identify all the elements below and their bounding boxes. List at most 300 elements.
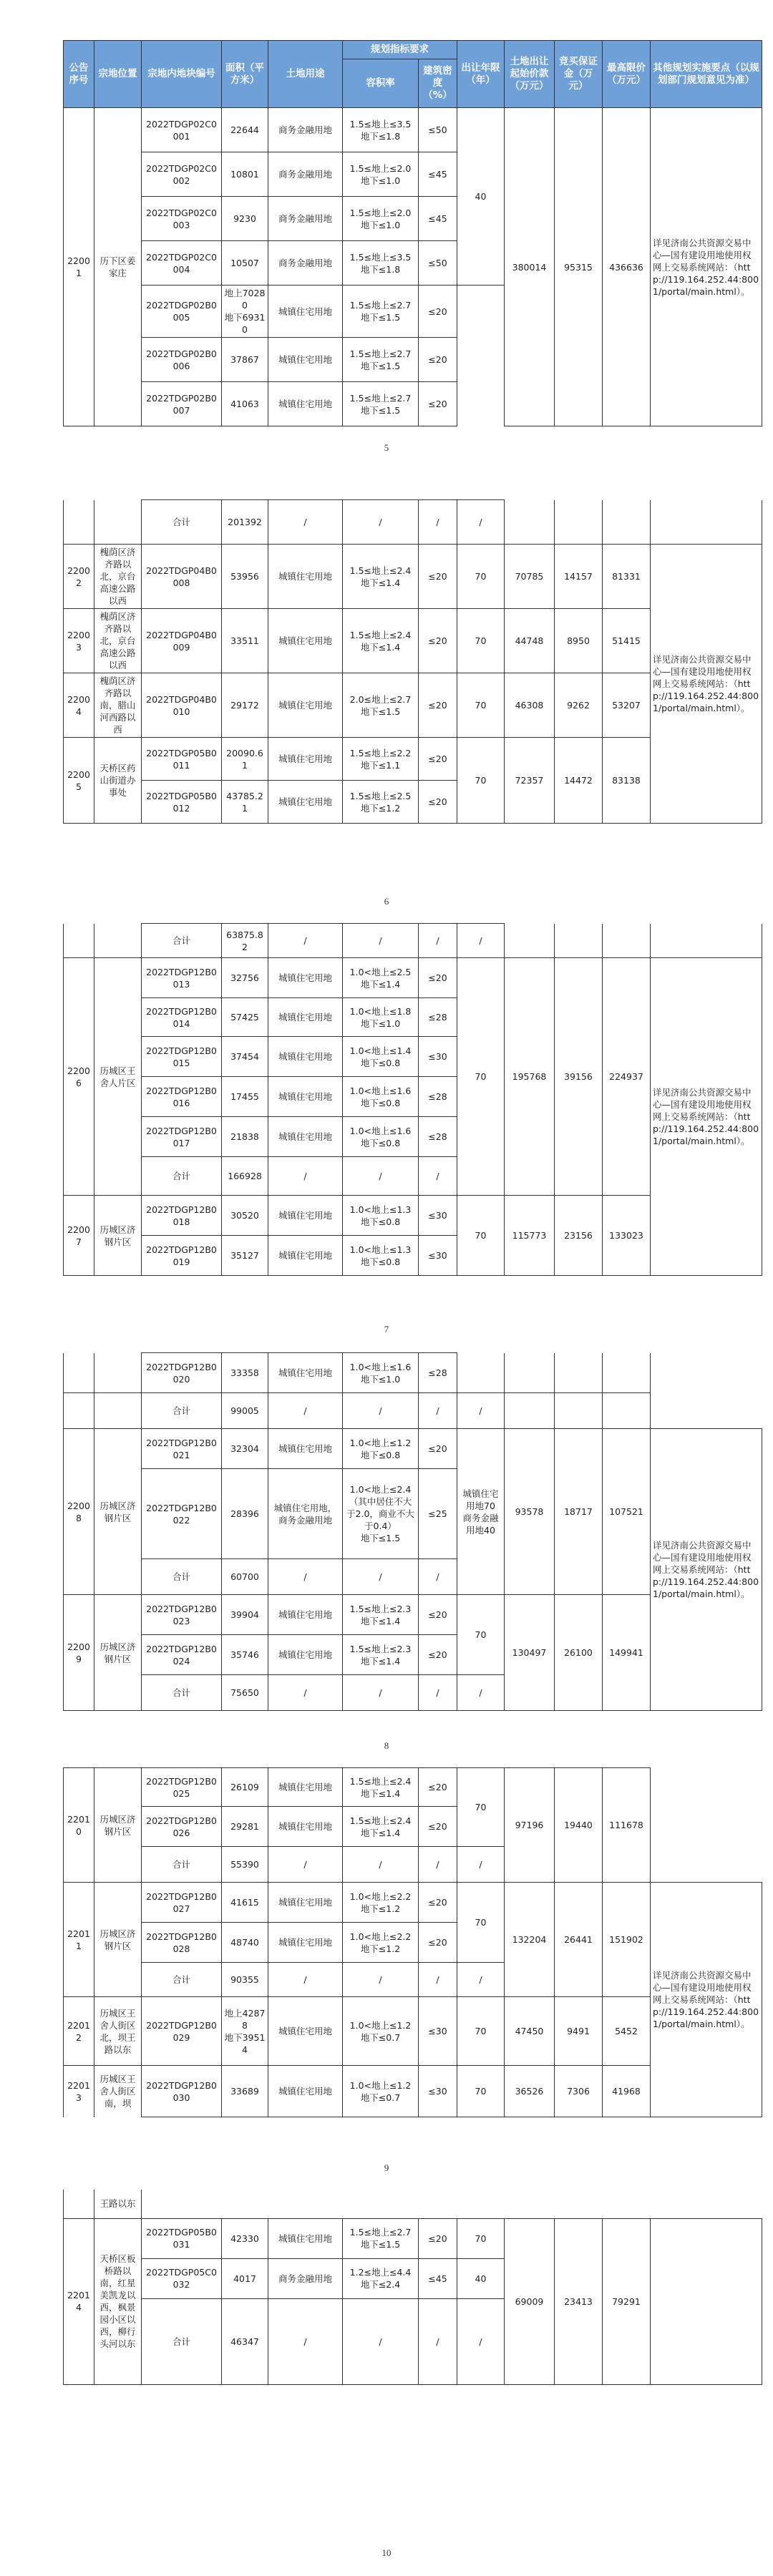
plot-location: 历下区姜家庄 [94,108,142,426]
total-area: 99005 [222,1393,268,1429]
plot-far: 1.0<地上≤1.3 地下≤0.8 [343,1196,419,1236]
plot-max-price: 81331 [603,545,651,609]
plot-max-price: 107521 [603,1429,651,1595]
plot-use: 城镇住宅用地 [268,1353,343,1393]
cont-cell [603,924,651,958]
plot-location: 槐荫区济齐路以南，腊山河西路以西 [94,673,142,738]
plot-area: 37867 [222,338,268,382]
cont-cell [64,2190,94,2218]
slash: / [268,1157,343,1196]
plot-start-price: 36526 [505,2066,555,2117]
plot-max-price: 79291 [603,2218,651,2384]
plot-density: ≤20 [419,673,457,738]
plot-code: 2022TDGP02B0007 [142,382,222,426]
slash: / [268,1675,343,1711]
land-table-page-6 [63,2190,762,2385]
plot-code: 2022TDGP12B0018 [142,1196,222,1236]
cont-cell [555,924,603,958]
plot-density: ≤45 [419,197,457,241]
header-deposit: 竞买保证金（万元） [555,41,603,108]
plot-deposit: 18717 [555,1429,603,1595]
plot-deposit: 26441 [555,1883,603,1997]
plot-start-price: 70785 [505,545,555,609]
plot-far: 1.0<地上≤1.2 地下≤0.7 [343,2066,419,2117]
total-label: 合计 [142,924,222,958]
plot-location: 槐荫区济齐路以北，京台高速公路以西 [94,609,142,673]
plot-density: ≤45 [419,152,457,197]
total-label: 合计 [142,500,222,545]
slash: / [268,1559,343,1595]
header-location: 宗地位置 [94,41,142,108]
plot-code: 2022TDGP04B0008 [142,545,222,609]
plot-code: 2022TDGP05B0031 [142,2218,222,2258]
plot-use: 城镇住宅用地 [268,1997,343,2066]
plot-use: 城镇住宅用地 [268,1196,343,1236]
plot-far: 1.5≤地上≤2.3 地下≤1.4 [343,1635,419,1675]
total-area: 55390 [222,1847,268,1883]
total-area: 63875.82 [222,924,268,958]
land-table-page-1 [63,40,762,426]
plot-max-price: 41968 [603,2066,651,2117]
plot-term: 70 [457,1883,505,1963]
plot-term: 70 [457,1595,505,1675]
slash: / [268,1963,343,1997]
plot-density: ≤20 [419,338,457,382]
cont-cell [64,1353,94,1393]
plot-max-price: 53207 [603,673,651,738]
cont-cell [94,1393,142,1429]
slash: / [268,1847,343,1883]
slash: / [343,500,419,545]
total-area: 46347 [222,2298,268,2384]
plot-start-price: 69009 [505,2218,555,2384]
plot-code: 2022TDGP12B0014 [142,998,222,1037]
header-start-price: 土地出让起始价款（万元） [505,41,555,108]
plot-area: 42330 [222,2218,268,2258]
total-area: 166928 [222,1157,268,1196]
plot-density: ≤20 [419,609,457,673]
plot-area: 33358 [222,1353,268,1393]
plot-use: 城镇住宅用地 [268,1923,343,1963]
plot-use: 城镇住宅用地 [268,1883,343,1923]
plot-area: 地上42878 地下39514 [222,1997,268,2066]
empty-remark [651,2218,762,2384]
total-area: 75650 [222,1675,268,1711]
plot-no: 22011 [64,1883,94,1997]
plot-density: ≤20 [419,1883,457,1923]
plot-use: 城镇住宅用地 [268,545,343,609]
plot-density: ≤20 [419,1768,457,1807]
slash: / [343,1675,419,1711]
cont-cell [555,500,603,545]
plot-location: 历城区济钢片区 [94,1196,142,1276]
plot-no: 22002 [64,545,94,609]
plot-no: 22003 [64,609,94,673]
header-code: 宗地内地块编号 [142,41,222,108]
plot-area: 57425 [222,998,268,1037]
plot-density: ≤20 [419,545,457,609]
plot-area: 37454 [222,1037,268,1077]
plot-code: 2022TDGP12B0023 [142,1595,222,1635]
plot-area: 35127 [222,1236,268,1276]
plot-term: 城镇住宅用地70 商务金融用地40 [457,1429,505,1595]
plot-density: ≤20 [419,2218,457,2258]
plot-density: ≤30 [419,1236,457,1276]
plot-use: 城镇住宅用地 [268,958,343,998]
plot-use: 城镇住宅用地 [268,1595,343,1635]
plot-location: 历城区济钢片区 [94,1883,142,1997]
plot-far: 1.0<地上≤2.4（其中居住不大于2.0，商业不大于0.4） 地下≤1.5 [343,1469,419,1559]
total-label: 合计 [142,1393,222,1429]
blank-cell [651,1768,762,1883]
plot-far: 1.0<地上≤1.6 地下≤1.0 [343,1353,419,1393]
plot-far: 1.5≤地上≤2.7 地下≤1.5 [343,286,419,338]
plot-max-price: 51415 [603,609,651,673]
plot-use: 城镇住宅用地 [268,609,343,673]
page-number: 9 [384,2162,389,2173]
slash: / [343,1963,419,1997]
plot-code: 2022TDGP02B0005 [142,286,222,338]
plot-far: 1.5≤地上≤2.0 地下≤1.0 [343,197,419,241]
plot-start-price: 380014 [505,108,555,426]
total-label: 合计 [142,1847,222,1883]
plot-location-cont: 王路以东 [94,2190,142,2218]
header-other: 其他规划实施要点（以规划部门规划意见为准） [651,41,762,108]
plot-term: 70 [457,2218,505,2258]
slash: / [343,2298,419,2384]
plot-term: 70 [457,1768,505,1847]
plot-area: 32304 [222,1429,268,1469]
plot-deposit: 26100 [555,1595,603,1711]
cont-cell [94,500,142,545]
plot-area: 30520 [222,1196,268,1236]
slash: / [268,924,343,958]
slash: / [457,1963,505,1997]
plot-far: 1.0<地上≤1.2 地下≤0.7 [343,1997,419,2066]
plot-use: 城镇住宅用地 [268,338,343,382]
slash: / [268,500,343,545]
cont-cell [64,1393,94,1429]
blank-cell [142,2190,762,2218]
plot-start-price: 115773 [505,1196,555,1276]
plot-term-blank [457,286,505,426]
plot-code: 2022TDGP12B0028 [142,1923,222,1963]
header-no: 公告序号 [64,41,94,108]
plot-code: 2022TDGP05C0032 [142,2258,222,2298]
cont-cell [64,924,94,958]
slash: / [343,1559,419,1595]
plot-use: 城镇住宅用地 [268,1635,343,1675]
plot-max-price: 224937 [603,958,651,1196]
plot-density: ≤30 [419,1037,457,1077]
blank-cell [651,1393,762,1429]
plot-start-price: 93578 [505,1429,555,1595]
plot-area: 26109 [222,1768,268,1807]
plot-far: 1.5≤地上≤2.7 地下≤1.5 [343,382,419,426]
plot-area: 4017 [222,2258,268,2298]
plot-max-price: 436636 [603,108,651,426]
slash: / [419,500,457,545]
slash: / [457,1393,505,1429]
header-max-price: 最高限价（万元） [603,41,651,108]
plot-code: 2022TDGP12B0030 [142,2066,222,2117]
plot-code: 2022TDGP02C0002 [142,152,222,197]
plot-far: 1.5≤地上≤2.4 地下≤1.4 [343,1807,419,1847]
plot-density: ≤20 [419,1807,457,1847]
plot-use: 城镇住宅用地 [268,738,343,781]
plot-area: 地上70280 地下69310 [222,286,268,338]
page-number: 6 [384,896,389,907]
total-label: 合计 [142,1559,222,1595]
plot-area: 32756 [222,958,268,998]
plot-code: 2022TDGP02C0003 [142,197,222,241]
plot-far: 1.0<地上≤1.6 地下≤0.8 [343,1117,419,1157]
cont-cell [457,1353,505,1393]
plot-location: 历城区王舍人街区南，坝 [94,2066,142,2117]
plot-density: ≤28 [419,1077,457,1117]
slash: / [457,2298,505,2384]
plot-remark: 详见济南公共资源交易中心—国有建设用地使用权网上交易系统网站：（http://119.164.252.44:8001/portal/main.html）。 [651,1883,762,2117]
plot-density: ≤28 [419,998,457,1037]
plot-area: 53956 [222,545,268,609]
slash: / [419,2298,457,2384]
plot-density: ≤20 [419,1429,457,1469]
slash: / [457,500,505,545]
plot-area: 9230 [222,197,268,241]
blank-cell [651,1353,762,1393]
plot-far: 1.0<地上≤1.2 地下≤0.8 [343,1429,419,1469]
slash: / [343,1393,419,1429]
plot-far: 1.0<地上≤2.5 地下≤1.4 [343,958,419,998]
page-number: 7 [384,1324,389,1335]
plot-area: 28396 [222,1469,268,1559]
plot-area: 29172 [222,673,268,738]
plot-use: 商务金融用地 [268,2258,343,2298]
plot-area: 20090.61 [222,738,268,781]
plot-area: 33689 [222,2066,268,2117]
plot-density: ≤45 [419,2258,457,2298]
plot-deposit: 14157 [555,545,603,609]
cont-cell [555,1393,603,1429]
plot-deposit: 9491 [555,1997,603,2066]
plot-code: 2022TDGP12B0019 [142,1236,222,1276]
plot-no: 22009 [64,1595,94,1711]
cont-cell [603,1353,651,1393]
slash: / [457,1675,505,1711]
header-use: 土地用途 [268,41,343,108]
plot-no: 22012 [64,1997,94,2066]
cont-cell [505,1393,555,1429]
plot-density: ≤20 [419,738,457,781]
cont-cell [505,500,555,545]
plot-code: 2022TDGP02B0006 [142,338,222,382]
slash: / [343,1847,419,1883]
land-table-page-4 [63,1352,762,1711]
cont-cell [555,1353,603,1393]
plot-code: 2022TDGP02C0004 [142,241,222,286]
plot-use: 城镇住宅用地 [268,673,343,738]
plot-density: ≤28 [419,1353,457,1393]
slash: / [343,1157,419,1196]
plot-code: 2022TDGP04B0009 [142,609,222,673]
plot-deposit: 8950 [555,609,603,673]
plot-area: 48740 [222,1923,268,1963]
plot-code: 2022TDGP12B0020 [142,1353,222,1393]
plot-use: 城镇住宅用地 [268,382,343,426]
plot-code: 2022TDGP02C0001 [142,108,222,152]
plot-term: 70 [457,673,505,738]
plot-density: ≤20 [419,1923,457,1963]
plot-use: 商务金融用地 [268,241,343,286]
plot-far: 1.5≤地上≤2.2 地下≤1.1 [343,738,419,781]
plot-location: 历城区王舍人街区北，坝王路以东 [94,1997,142,2066]
plot-max-price: 133023 [603,1196,651,1276]
slash: / [419,1157,457,1196]
cont-cell [505,1353,555,1393]
plot-area: 43785.21 [222,781,268,824]
land-table-page-5 [63,1767,762,2117]
slash: / [419,924,457,958]
slash: / [419,1963,457,1997]
slash: / [268,1393,343,1429]
header-area: 面积（平方米） [222,41,268,108]
plot-density: ≤30 [419,1196,457,1236]
plot-remark: 详见济南公共资源交易中心—国有建设用地使用权网上交易系统网站：（http://119.164.252.44:8001/portal/main.html）。 [651,545,762,824]
plot-term: 70 [457,609,505,673]
plot-far: 1.5≤地上≤2.4 地下≤1.4 [343,545,419,609]
slash: / [343,924,419,958]
slash: / [457,924,505,958]
slash: / [419,1559,457,1595]
plot-area: 22644 [222,108,268,152]
plot-code: 2022TDGP12B0027 [142,1883,222,1923]
plot-no: 22014 [64,2218,94,2384]
plot-far: 1.0<地上≤1.3 地下≤0.8 [343,1236,419,1276]
header-plan: 规划指标要求 [343,41,457,59]
cont-cell [603,500,651,545]
plot-max-price: 149941 [603,1595,651,1711]
plot-deposit: 7306 [555,2066,603,2117]
plot-no: 22013 [64,2066,94,2117]
plot-location: 槐荫区济齐路以北，京台高速公路以西 [94,545,142,609]
land-table-page-3 [63,923,762,1276]
plot-use: 城镇住宅用地 [268,1037,343,1077]
plot-start-price: 46308 [505,673,555,738]
plot-max-price: 111678 [603,1768,651,1883]
plot-max-price: 5452 [603,1997,651,2066]
plot-code: 2022TDGP12B0013 [142,958,222,998]
plot-far: 1.5≤地上≤3.5 地下≤1.8 [343,108,419,152]
total-label: 合计 [142,1157,222,1196]
plot-far: 1.0<地上≤1.6 地下≤0.8 [343,1077,419,1117]
plot-no: 22005 [64,738,94,824]
plot-no: 22007 [64,1196,94,1276]
plot-location: 天桥区板桥路以南，红星美凯龙以西，枫景园小区以西，柳行头河以东 [94,2218,142,2384]
total-label: 合计 [142,2298,222,2384]
page-number: 5 [384,442,389,453]
plot-use: 城镇住宅用地 [268,1236,343,1276]
total-label: 合计 [142,1963,222,1997]
cont-cell [651,500,762,545]
plot-density: ≤50 [419,241,457,286]
plot-use: 城镇住宅用地 [268,1429,343,1469]
plot-code: 2022TDGP12B0029 [142,1997,222,2066]
plot-term: 70 [457,958,505,1196]
plot-code: 2022TDGP05B0012 [142,781,222,824]
plot-area: 41615 [222,1883,268,1923]
plot-density: ≤20 [419,382,457,426]
plot-far: 1.5≤地上≤2.4 地下≤1.4 [343,609,419,673]
plot-use: 城镇住宅用地 [268,2066,343,2117]
plot-area: 29281 [222,1807,268,1847]
plot-start-price: 97196 [505,1768,555,1883]
plot-start-price: 72357 [505,738,555,824]
plot-deposit: 19440 [555,1768,603,1883]
plot-far: 1.0<地上≤2.2 地下≤1.2 [343,1923,419,1963]
plot-no: 22006 [64,958,94,1196]
plot-term: 40 [457,2258,505,2298]
plot-area: 39904 [222,1595,268,1635]
plot-no: 22004 [64,673,94,738]
plot-code: 2022TDGP05B0011 [142,738,222,781]
plot-start-price: 130497 [505,1595,555,1711]
plot-density: ≤20 [419,286,457,338]
plot-location: 历城区济钢片区 [94,1429,142,1595]
plot-term: 70 [457,738,505,824]
plot-use: 商务金融用地 [268,197,343,241]
plot-use: 城镇住宅用地 [268,1807,343,1847]
plot-code: 2022TDGP12B0021 [142,1429,222,1469]
plot-use: 城镇住宅用地 [268,2218,343,2258]
plot-density: ≤20 [419,1595,457,1635]
plot-far: 1.0<地上≤2.2 地下≤1.2 [343,1883,419,1923]
plot-max-price: 83138 [603,738,651,824]
plot-term: 40 [457,108,505,286]
plot-term: 70 [457,1196,505,1276]
plot-use: 城镇住宅用地 [268,781,343,824]
plot-density: ≤28 [419,1117,457,1157]
plot-use: 城镇住宅用地 [268,286,343,338]
total-area: 60700 [222,1559,268,1595]
plot-term: 70 [457,545,505,609]
plot-start-price: 132204 [505,1883,555,1997]
plot-density: ≤25 [419,1469,457,1559]
plot-far: 1.5≤地上≤2.0 地下≤1.0 [343,152,419,197]
plot-far: 1.5≤地上≤2.7 地下≤1.5 [343,2218,419,2258]
plot-deposit: 39156 [555,958,603,1196]
plot-far: 1.0<地上≤1.4 地下≤0.8 [343,1037,419,1077]
plot-code: 2022TDGP12B0025 [142,1768,222,1807]
plot-code: 2022TDGP12B0024 [142,1635,222,1675]
plot-density: ≤50 [419,108,457,152]
plot-far: 1.5≤地上≤2.5 地下≤1.2 [343,781,419,824]
plot-density: ≤20 [419,781,457,824]
plot-area: 10801 [222,152,268,197]
cont-cell [94,1353,142,1393]
plot-term: 70 [457,2066,505,2117]
plot-code: 2022TDGP12B0016 [142,1077,222,1117]
plot-far: 1.0<地上≤1.8 地下≤1.0 [343,998,419,1037]
plot-area: 21838 [222,1117,268,1157]
plot-use: 商务金融用地 [268,108,343,152]
total-area: 201392 [222,500,268,545]
slash: / [419,1393,457,1429]
plot-location: 历城区济钢片区 [94,1768,142,1883]
header-density: 建筑密度（%） [419,59,457,108]
plot-area: 41063 [222,382,268,426]
total-area: 90355 [222,1963,268,1997]
plot-code: 2022TDGP12B0015 [142,1037,222,1077]
